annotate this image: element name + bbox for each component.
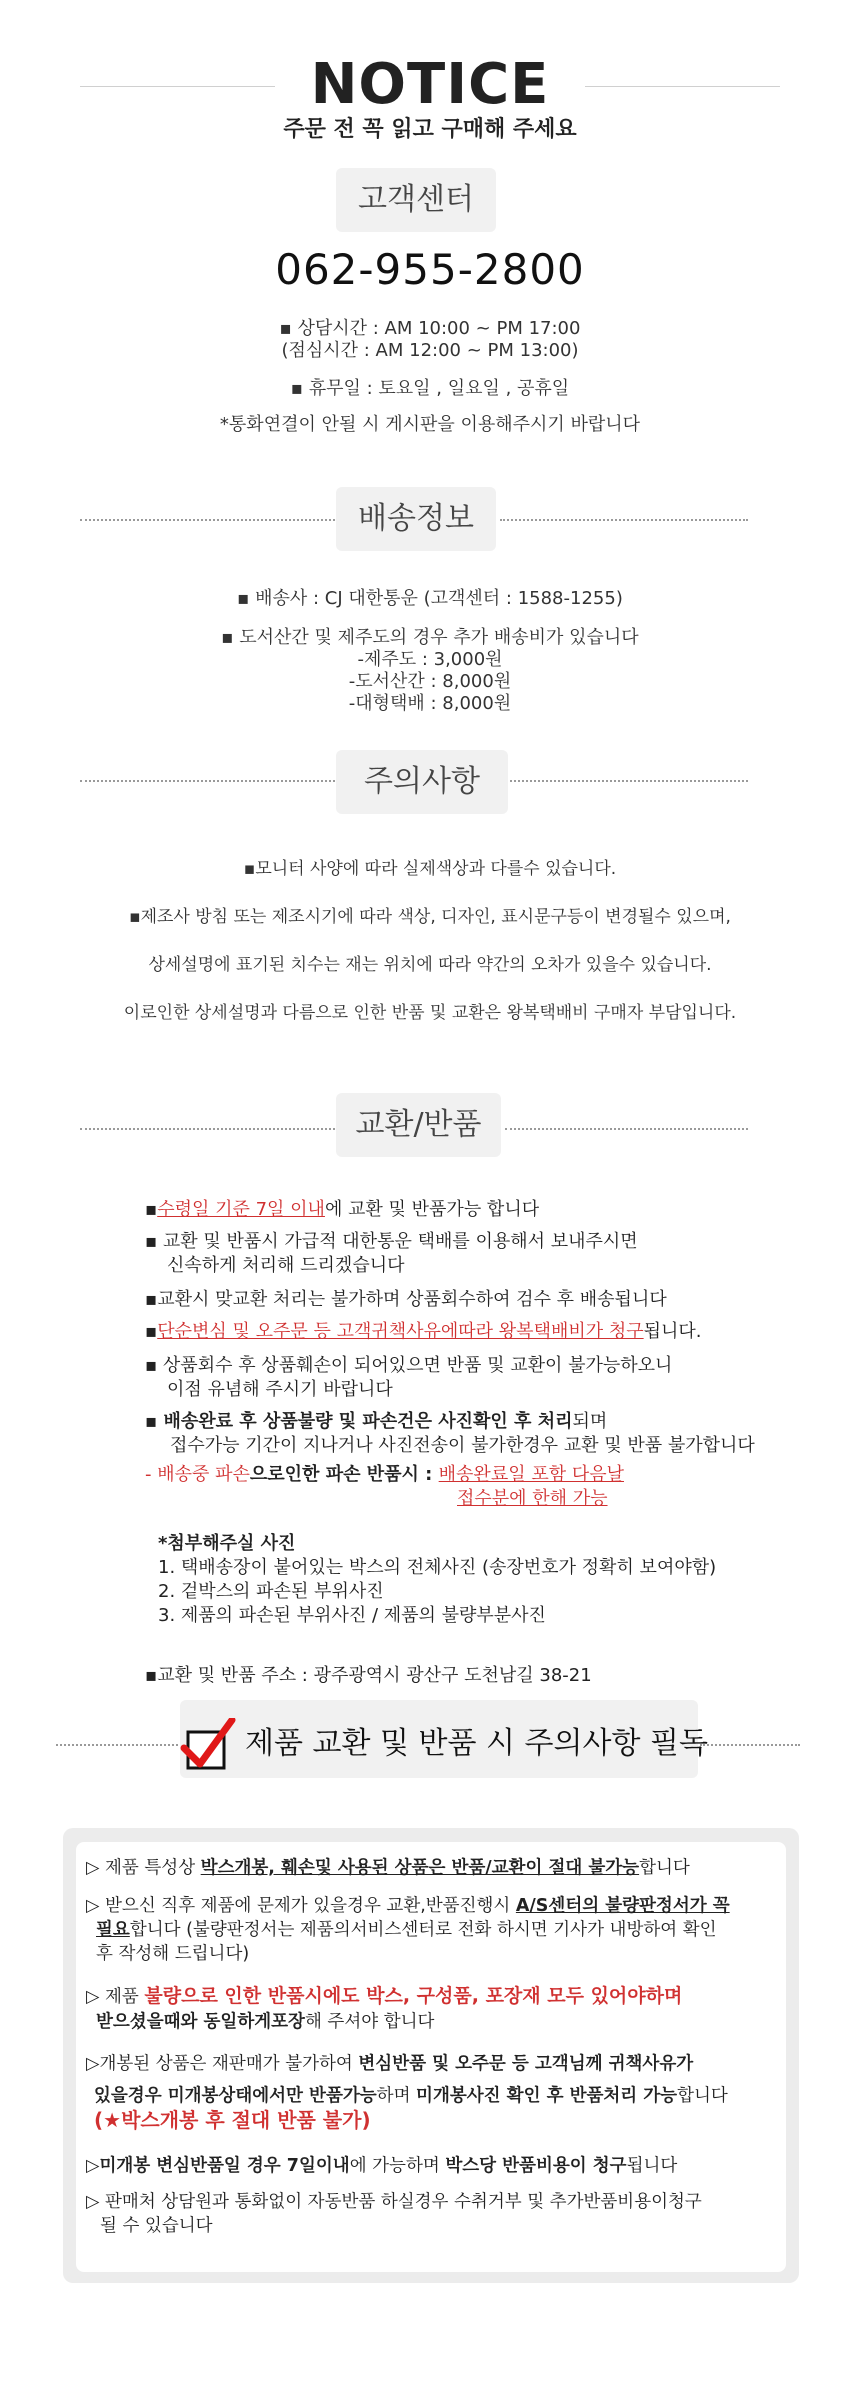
notice-title: NOTICE	[310, 52, 550, 117]
section-label-shipping: 배송정보	[336, 487, 496, 551]
phone-number: 062-955-2800	[275, 245, 585, 294]
notice-item: ▷개봉된 상품은 재판매가 불가하여 변심반품 및 오주문 등 고객님께 귀책사유가	[86, 2054, 694, 2074]
exchange-item: ▪수령일 기준 7일 이내에 교환 및 반품가능 합니다	[145, 1199, 540, 1220]
photo-item: 1. 택배송장이 붙어있는 박스의 전체사진 (송장번호가 정확히 보여야함)	[158, 1557, 717, 1578]
exchange-item: ▪ 상품회수 후 상품훼손이 되어있으면 반품 및 교환이 불가능하오니	[145, 1355, 673, 1376]
shipping-carrier: ▪ 배송사 : CJ 대한통운 (고객센터 : 1588-1255)	[237, 588, 623, 609]
shipping-large: -대형택배 : 8,000원	[348, 693, 512, 714]
photo-item: 3. 제품의 파손된 부위사진 / 제품의 불량부분사진	[158, 1605, 546, 1626]
section-label-exchange: 교환/반품	[336, 1093, 501, 1157]
check-icon	[180, 1718, 236, 1774]
exchange-item: ▪ 교환 및 반품시 가급적 대한통운 택배를 이용해서 보내주시면	[145, 1231, 638, 1252]
notice-item: 필요합니다 (불량판정서는 제품의서비스센터로 전화 하시면 기사가 내방하여 확인	[96, 1920, 717, 1940]
dotted-divider	[80, 519, 335, 521]
notice-item: 있을경우 미개봉상태에서만 반품가능하며 미개봉사진 확인 후 반품처리 가능합니다	[94, 2086, 728, 2106]
exchange-item: 접수가능 기간이 지나거나 사진전송이 불가한경우 교환 및 반품 불가합니다	[170, 1435, 755, 1456]
holiday-info: ▪ 휴무일 : 토요일 , 일요일 , 공휴일	[290, 378, 570, 399]
call-note: *통화연결이 안될 시 게시판을 이용해주시기 바랍니다	[219, 414, 641, 435]
exchange-item: ▪단순변심 및 오주문 등 고객귀책사유에따라 왕복택배비가 청구됩니다.	[145, 1321, 702, 1342]
notice-item: ▷ 제품 불량으로 인한 반품시에도 박스, 구성품, 포장재 모두 있어야하며	[86, 1985, 683, 2007]
exchange-item: ▪교환시 맞교환 처리는 불가하며 상품회수하여 검수 후 배송됩니다	[145, 1289, 667, 1310]
dotted-divider	[80, 780, 335, 782]
dotted-divider	[700, 1744, 800, 1746]
shipping-island: -도서산간 : 8,000원	[348, 671, 512, 692]
caution-item: ▪모니터 사양에 따라 실제색상과 다를수 있습니다.	[243, 859, 617, 879]
product-notice-title: 제품 교환 및 반품 시 주의사항 필독	[245, 1726, 708, 1761]
consult-hours: ▪ 상담시간 : AM 10:00 ~ PM 17:00	[279, 318, 581, 339]
notice-item: 받으셨을때와 동일하게포장해 주셔야 합니다	[96, 2012, 435, 2032]
photo-title: *첨부해주실 사진	[158, 1533, 296, 1554]
exchange-item: 접수분에 한해 가능	[457, 1488, 608, 1509]
photo-item: 2. 겉박스의 파손된 부위사진	[158, 1581, 384, 1602]
notice-item: 후 작성해 드립니다)	[96, 1944, 250, 1964]
section-label-caution: 주의사항	[336, 750, 508, 814]
notice-item: ▷ 받으신 직후 제품에 문제가 있을경우 교환,반품진행시 A/S센터의 불량판정서가 꼭	[86, 1896, 730, 1916]
exchange-item: 신속하게 처리해 드리겠습니다	[167, 1255, 405, 1276]
dotted-divider	[505, 1128, 748, 1130]
dotted-divider	[56, 1744, 178, 1746]
shipping-extra: ▪ 도서산간 및 제주도의 경우 추가 배송비가 있습니다	[221, 627, 639, 648]
shipping-jeju: -제주도 : 3,000원	[357, 649, 503, 670]
caution-item: 이로인한 상세설명과 다름으로 인한 반품 및 교환은 왕복택배비 구매자 부담입니다.	[123, 1003, 737, 1023]
exchange-item: 이점 유념해 주시기 바랍니다	[167, 1379, 393, 1400]
notice-item: (★박스개봉 후 절대 반품 불가)	[94, 2108, 371, 2132]
section-label-customer-center: 고객센터	[336, 168, 496, 232]
notice-item: ▷미개봉 변심반품일 경우 7일이내에 가능하며 박스당 반품비용이 청구됩니다	[86, 2156, 678, 2176]
notice-subtitle: 주문 전 꼭 읽고 구매해 주세요	[283, 117, 577, 142]
exchange-item: ▪ 배송완료 후 상품불량 및 파손건은 사진확인 후 처리되며	[145, 1411, 608, 1432]
notice-item: 될 수 있습니다	[100, 2216, 213, 2236]
notice-item: ▷ 판매처 상담원과 통화없이 자동반품 하실경우 수취거부 및 추가반품비용이청구	[86, 2192, 702, 2212]
lunch-hours: (점심시간 : AM 12:00 ~ PM 13:00)	[281, 340, 579, 361]
caution-item: ▪제조사 방침 또는 제조시기에 따라 색상, 디자인, 표시문구등이 변경될수 있으며,	[129, 907, 731, 927]
dotted-divider	[80, 1128, 335, 1130]
exchange-item: - 배송중 파손으로인한 파손 반품시 : 배송완료일 포함 다음날	[145, 1464, 624, 1485]
dotted-divider	[500, 519, 748, 521]
caution-item: 상세설명에 표기된 치수는 재는 위치에 따라 약간의 오차가 있을수 있습니다.	[148, 955, 712, 975]
notice-item: ▷ 제품 특성상 박스개봉, 훼손및 사용된 상품은 반품/교환이 절대 불가능합니다	[86, 1858, 690, 1878]
dotted-divider	[510, 780, 748, 782]
return-address: ▪교환 및 반품 주소 : 광주광역시 광산구 도천남길 38-21	[145, 1665, 592, 1686]
